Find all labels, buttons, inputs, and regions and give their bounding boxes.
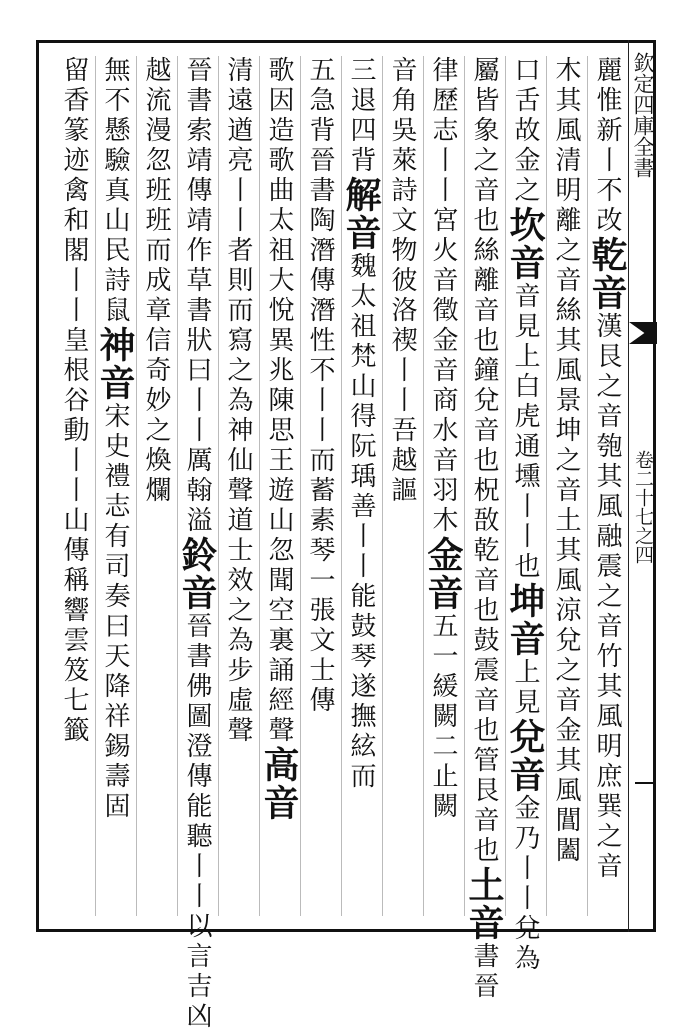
- text-segment: 木其風清明離之音絲其風景坤之音土其風涼兌之音金其風閶闔: [551, 56, 581, 866]
- text-segment: 三退四背: [346, 56, 376, 176]
- text-segment: 晉書佛圖澄傳能聽丨丨以言吉凶: [182, 612, 212, 1032]
- text-segment: 口舌故金之: [510, 56, 540, 206]
- text-column: [341, 56, 381, 916]
- text-column: [300, 56, 340, 916]
- text-segment: 上見: [510, 658, 540, 718]
- fishtail-mark-icon: [629, 322, 657, 344]
- text-segment: 律歷志丨丨宮火音徵金音商水音羽木: [428, 56, 458, 536]
- juan-label: 卷二十七之四: [632, 450, 654, 564]
- entry-heading: 解音: [340, 176, 382, 252]
- text-segment: 宋史禮志有司奏曰天降祥錫壽固: [100, 402, 130, 822]
- text-segment: 音見上白虎通壎丨丨也: [510, 282, 540, 582]
- entry-heading: 坤音: [504, 582, 546, 658]
- entry-heading: 鈴音: [176, 536, 218, 612]
- text-column: [176, 56, 218, 1032]
- text-segment: 留香篆迹禽和閣丨丨皇根谷動丨丨山傳稱響雲笈七籤: [59, 56, 89, 746]
- text-column: [259, 56, 299, 916]
- text-column: [382, 56, 422, 916]
- text-segment: 歌因造歌曲太祖大悅異兆陳思王遊山忽聞空裏誦經聲: [264, 56, 294, 746]
- text-column: [546, 56, 586, 916]
- entry-heading: 坎音: [504, 206, 546, 282]
- text-column: [423, 56, 463, 916]
- text-segment: 書晉: [469, 942, 499, 1002]
- text-segment: 金乃丨丨兌為: [510, 794, 540, 974]
- text-column: [95, 56, 135, 916]
- text-segment: 清遠遒亮丨丨者則而寫之為神仙聲道士效之為步虛聲: [223, 56, 253, 746]
- text-column: [54, 56, 94, 916]
- entry-heading: 乾音: [586, 236, 628, 312]
- entry-heading: 高音: [258, 746, 300, 822]
- text-column: [463, 56, 505, 1002]
- book-heading-column: [628, 40, 657, 932]
- text-segment: 晉書索靖傳靖作草書狀曰丨丨厲翰溢: [182, 56, 212, 536]
- text-segment: 五急背: [305, 56, 335, 146]
- text-segment: 越流漫忽班班而成章信奇妙之煥爛: [141, 56, 171, 506]
- text-column: [136, 56, 176, 916]
- text-column: [504, 56, 546, 974]
- text-segment: 五一緩闕二止闕: [428, 612, 458, 822]
- text-segment: 屬皆象之音也絲離音也鐘兌音也柷敔乾音也鼓震音也管艮音也: [469, 56, 499, 866]
- text-segment: 晉書陶潛傳潛性不丨丨而蓄素琴一張文士傳: [305, 146, 335, 716]
- book-title: 欽定四庫全書: [631, 52, 655, 178]
- entry-heading: 金音: [422, 536, 464, 612]
- text-segment: 漢艮之音匏其風融震之音竹其風明庶巽之音: [592, 312, 622, 882]
- text-segment: 麗惟新丨不改: [592, 56, 622, 236]
- text-column: [218, 56, 258, 916]
- text-segment: 魏太祖梵山得阮瑀善丨丨能鼓琴遂撫絃而: [346, 252, 376, 792]
- text-segment: 無不懸驗真山民詩鼠: [100, 56, 130, 326]
- text-segment: 音角吳萊詩文物彼洛禊丨丨吾越謳: [387, 56, 417, 506]
- entry-heading: 土音: [463, 866, 505, 942]
- entry-heading: 神音: [94, 326, 136, 402]
- page-mark: [635, 782, 655, 784]
- text-column: [587, 56, 627, 916]
- entry-heading: 兌音: [504, 718, 546, 794]
